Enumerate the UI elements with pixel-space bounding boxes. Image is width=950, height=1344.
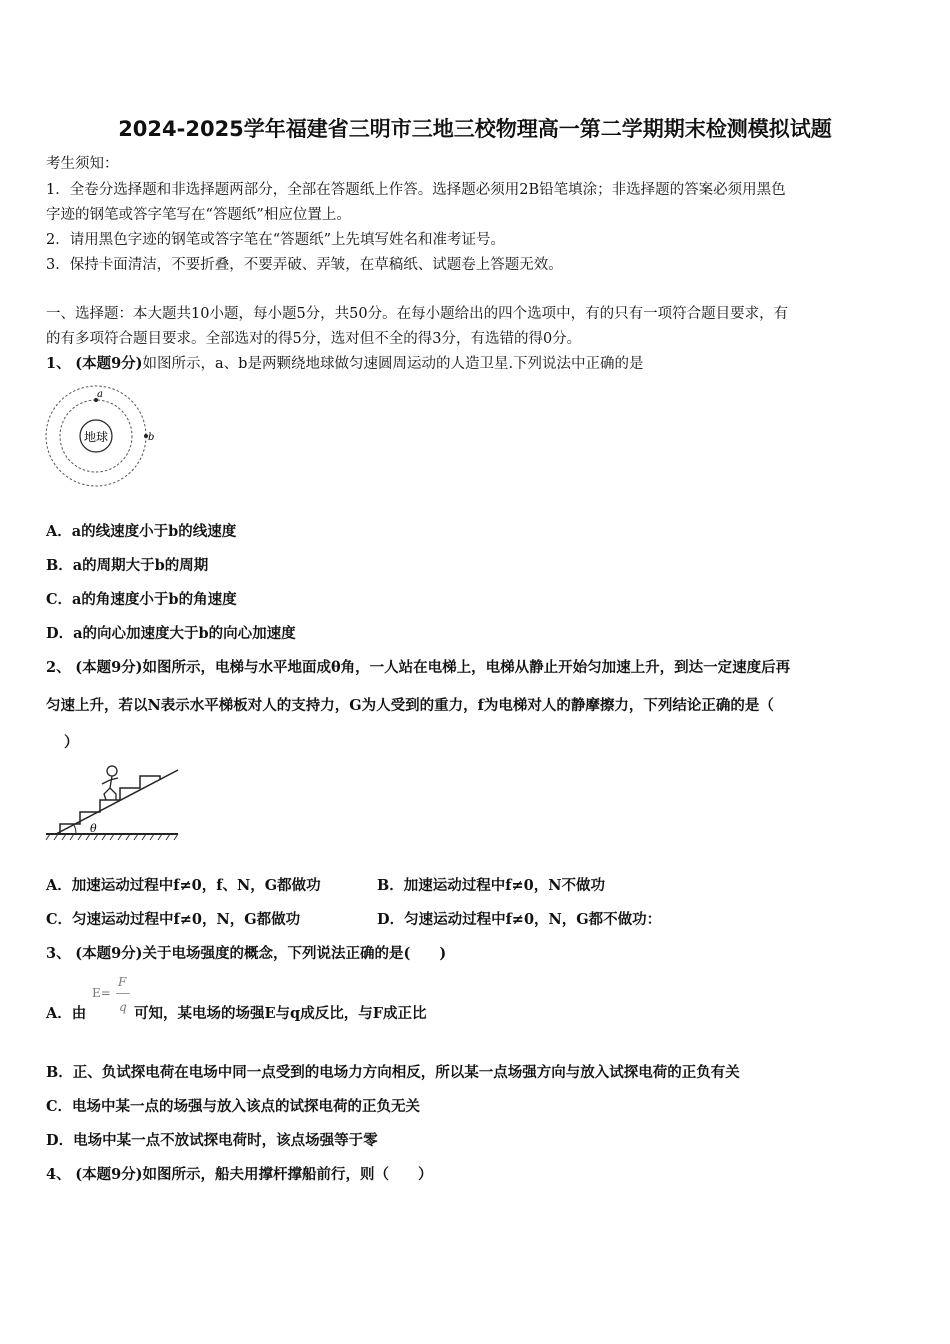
theta-label: θ xyxy=(90,822,97,835)
question-number: 2、 xyxy=(46,659,71,676)
page-title: 2024-2025学年福建省三明市三地三校物理高一第二学期期末检测模拟试题 xyxy=(118,117,832,141)
notice-line-2: 2．请用黑色字迹的钢笔或答字笔在“答题纸”上先填写姓名和准考证号。 xyxy=(46,232,506,248)
question-4-stem xyxy=(46,1163,433,1184)
notice-line-3: 3．保持卡面清洁，不要折叠，不要弄破、弄皱，在草稿纸、试题卷上答题无效。 xyxy=(46,257,563,273)
person-head xyxy=(107,766,117,776)
q1-option-b[interactable]: B．a的周期大于b的周期 xyxy=(46,557,209,574)
q3-option-d[interactable]: D．电场中某一点不放试探电荷时，该点场强等于零 xyxy=(46,1132,378,1149)
question-1-stem xyxy=(46,352,644,373)
label-b: b xyxy=(148,432,155,443)
q3-option-a-prefix[interactable]: A．由 xyxy=(46,1005,87,1022)
formula-denominator: q xyxy=(119,1000,127,1014)
notice-line-1a: 1．全卷分选择题和非选择题两部分，全部在答题纸上作答。选择题必须用2B铅笔填涂；非选择题的答案必须用黑色 xyxy=(46,182,786,198)
q2-option-d[interactable]: D．匀速运动过程中f≠0，N，G都不做功： xyxy=(377,911,662,928)
label-a: a xyxy=(97,389,103,400)
question-2-stem xyxy=(46,656,790,677)
q3-option-b[interactable]: B．正、负试探电荷在电场中同一点受到的电场力方向相反，所以某一点场强方向与放入试探电荷的正负有关 xyxy=(46,1064,740,1081)
fraction-bar xyxy=(116,993,130,994)
formula-numerator: F xyxy=(118,975,127,989)
question-text: 如图所示，电梯与水平地面成θ角，一人站在电梯上，电梯从静止开始匀加速上升，到达一定速度后再 xyxy=(142,659,791,676)
question-number: 3、 xyxy=(46,945,71,962)
q1-option-a[interactable]: A．a的线速度小于b的线速度 xyxy=(46,523,237,540)
q2-option-b[interactable]: B．加速运动过程中f≠0，N不做功 xyxy=(377,877,605,894)
question-text: 如图所示，船夫用撑杆撑船前行，则（ ） xyxy=(142,1166,433,1183)
section-line-2: 的有多项符合题目要求。全部选对的得5分，选对但不全的得3分，有选错的得0分。 xyxy=(46,331,582,347)
question-meta: (本题9分) xyxy=(75,355,143,372)
earth-label: 地球 xyxy=(83,430,109,444)
notice-line-1b: 字迹的钢笔或答字笔写在“答题纸”相应位置上。 xyxy=(46,207,351,223)
question-meta: (本题9分) xyxy=(75,1166,143,1183)
q1-option-d[interactable]: D．a的向心加速度大于b的向心加速度 xyxy=(46,625,296,642)
question-number: 4、 xyxy=(46,1166,71,1183)
q1-option-c[interactable]: C．a的角速度小于b的角速度 xyxy=(46,591,237,608)
question-text: 关于电场强度的概念，下列说法正确的是( ) xyxy=(142,945,447,962)
notice-heading: 考生须知： xyxy=(46,156,119,172)
q3-option-a-suffix[interactable]: 可知，某电场的场强E与q成反比，与F成正比 xyxy=(134,1005,427,1022)
question-number: 1、 xyxy=(46,355,71,372)
person-body xyxy=(102,776,118,800)
question-2-stem-line-2: 匀速上升，若以N表示水平梯板对人的支持力，G为人受到的重力，f为电梯对人的静摩擦力，下列结论正确的是（ xyxy=(46,697,774,714)
formula-lhs: E= xyxy=(92,986,111,1000)
q2-option-c[interactable]: C．匀速运动过程中f≠0，N，G都做功 xyxy=(46,911,301,928)
escalator-figure xyxy=(46,762,186,842)
angle-arc xyxy=(74,825,76,834)
question-3-stem xyxy=(46,942,446,963)
orbit-figure xyxy=(44,384,164,494)
question-2-stem-line-3: ） xyxy=(64,734,79,751)
q2-option-a[interactable]: A．加速运动过程中f≠0，f、N，G都做功 xyxy=(46,877,321,894)
question-meta: (本题9分) xyxy=(75,659,143,676)
section-line-1: 一、选择题：本大题共10小题，每小题5分，共50分。在每小题给出的四个选项中，有的只有一项符合题目要求，有 xyxy=(46,306,789,322)
question-text: 如图所示，a、b是两颗绕地球做匀速圆周运动的人造卫星.下列说法中正确的是 xyxy=(142,356,644,372)
question-meta: (本题9分) xyxy=(75,945,143,962)
q3-option-c[interactable]: C．电场中某一点的场强与放入该点的试探电荷的正负无关 xyxy=(46,1098,421,1115)
